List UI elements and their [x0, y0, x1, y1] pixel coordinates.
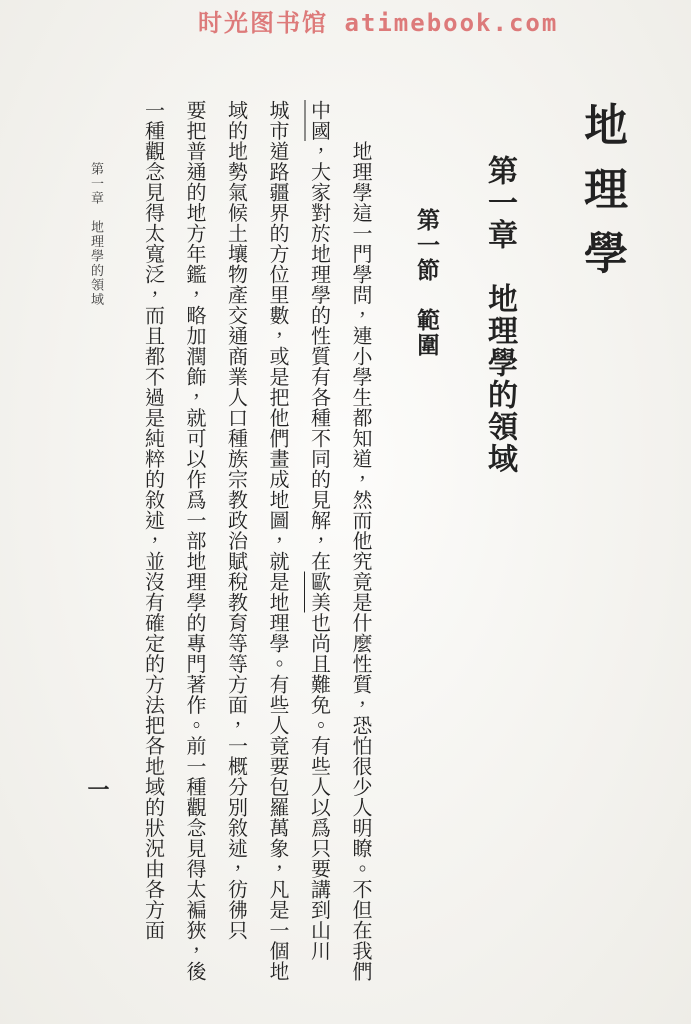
body-run: 要把普通的地方年鑑，略加潤飾，就可以作爲一部地理學的專門著作。前一種觀念見得太褊狹，後 — [183, 100, 207, 982]
book-title: 地理學 — [576, 102, 627, 294]
body-run: 域的地勢氣候土壤物產交通商業人口種族宗教政治賦稅教育等等方面，一概分別敘述，彷彿只 — [224, 100, 249, 941]
body-run: 城市道路疆界的方位里數，或是把他們畫成地圖，就是地理學。有些人竟要包羅萬象，凡是一個地 — [266, 100, 290, 982]
body-column — [298, 100, 340, 995]
body-run: 一種觀念見得太寬泛，而且都不過是純粹的敘述，並沒有確定的方法把各地域的狀況由各方面 — [141, 100, 166, 941]
body-column — [257, 100, 299, 995]
section-heading: 第一節 範圍 — [413, 208, 440, 358]
page-number: 一 — [84, 778, 110, 800]
body-text — [132, 100, 381, 995]
body-run: ，大家對於地理學的性質有各種不同的見解，在 — [307, 141, 332, 572]
watermark-text: 时光图书馆 atimebook.com — [198, 9, 559, 37]
body-column — [215, 100, 257, 995]
proper-noun-marked-text: 中國 — [307, 100, 332, 141]
body-run: 地理學這一門學問，連小學生都知道，然而他究竟是什麼性質，恐怕很少人明瞭。不但在我們 — [349, 100, 373, 982]
body-run: 也尚且難免。有些人以爲只要講到山川 — [307, 612, 332, 961]
chapter-heading: 第一章 地理學的領域 — [482, 155, 517, 475]
proper-noun-marked-text: 歐美 — [307, 571, 332, 613]
body-column — [132, 100, 174, 995]
body-column — [174, 100, 216, 995]
body-column — [340, 100, 382, 995]
running-header: 第一章 地理學的領域 — [88, 162, 103, 307]
